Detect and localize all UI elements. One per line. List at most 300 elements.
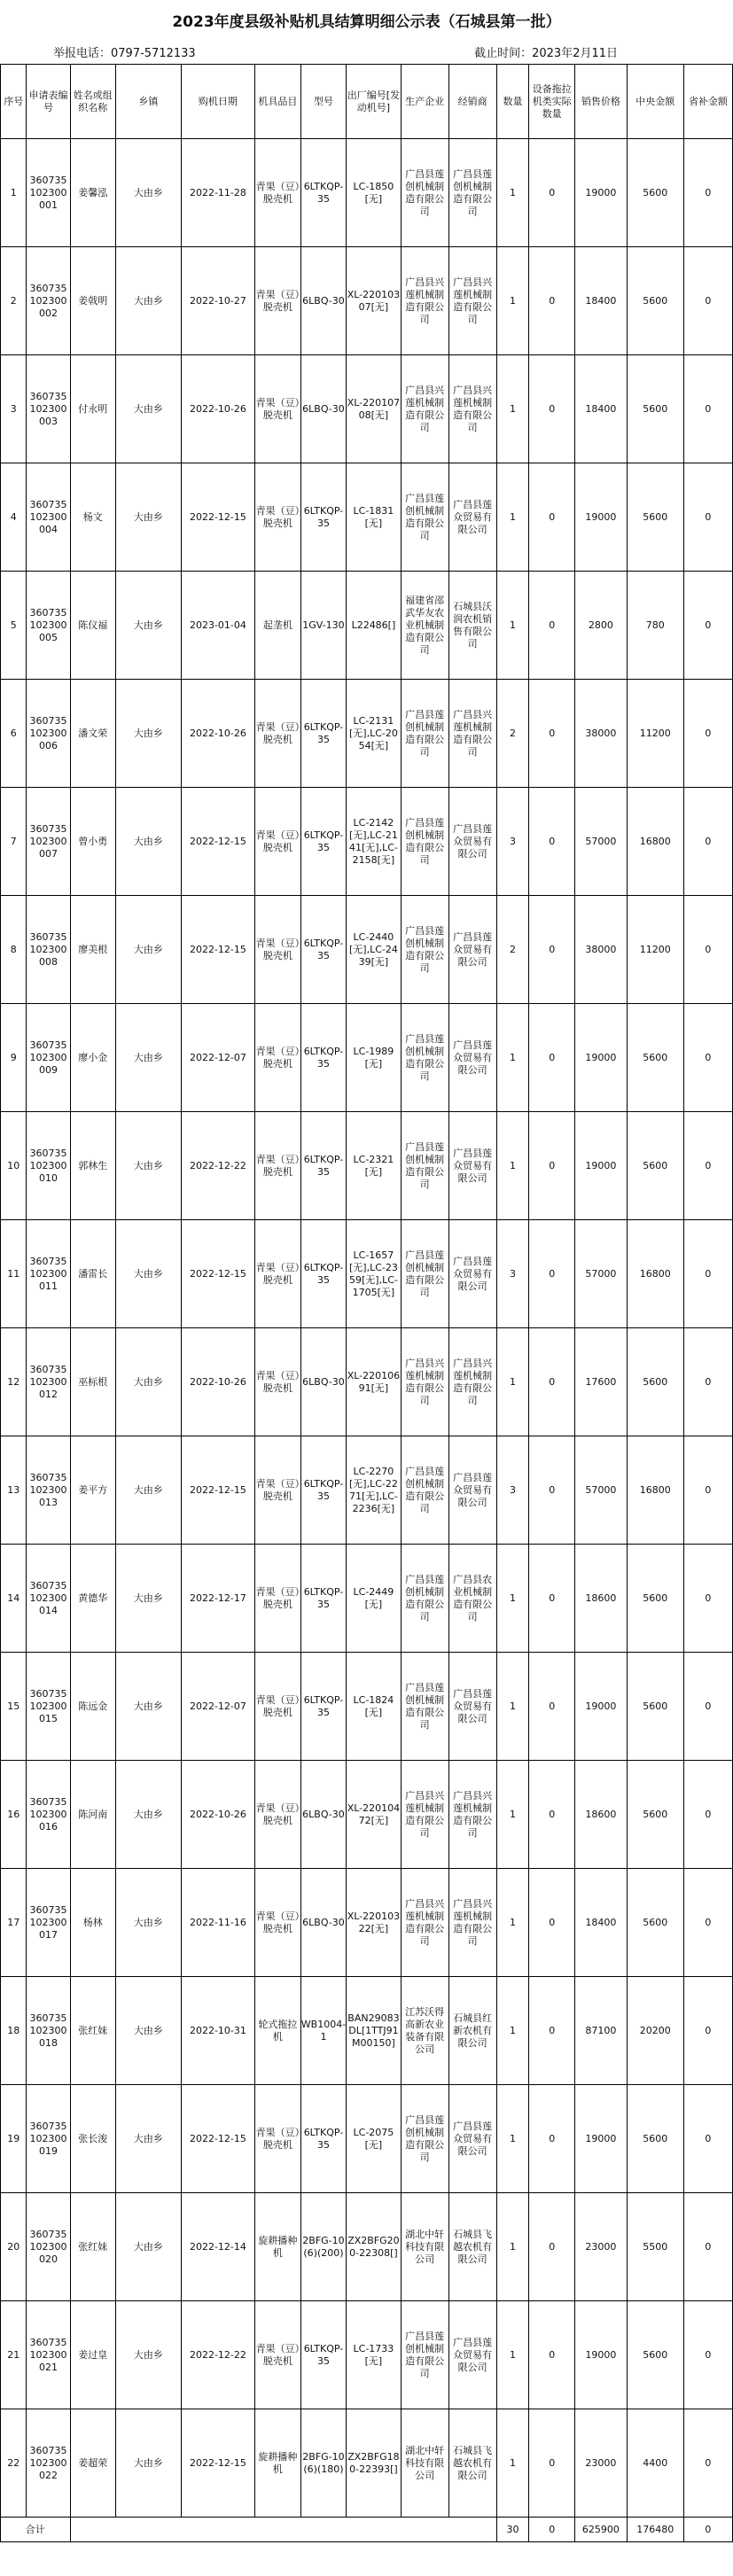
table-cell: 青果（豆）脱壳机 [255, 1761, 301, 1869]
table-cell: 360735102300021 [27, 2301, 70, 2409]
column-header: 数量 [496, 65, 529, 139]
table-cell: 18600 [574, 1761, 627, 1869]
table-cell: 0 [529, 2409, 575, 2518]
table-cell: 大由乡 [116, 1653, 182, 1761]
table-cell: 1 [496, 1761, 529, 1869]
table-row [1, 2301, 733, 2409]
table-cell: 湖北中轩科技有限公司 [401, 2193, 448, 2301]
column-header: 乡镇 [116, 65, 182, 139]
table-cell: 14 [1, 1545, 27, 1653]
table-cell: 0 [529, 572, 575, 680]
table-cell: 0 [683, 1436, 732, 1545]
table-cell: 2 [496, 896, 529, 1004]
table-cell: 0 [683, 1004, 732, 1112]
table-cell: 0 [683, 1545, 732, 1653]
table-cell: 0 [683, 1761, 732, 1869]
table-cell: 0 [529, 2193, 575, 2301]
table-cell: 360735102300022 [27, 2409, 70, 2518]
table-cell: 38000 [574, 680, 627, 788]
table-cell: 青果（豆）脱壳机 [255, 1653, 301, 1761]
column-header: 型号 [300, 65, 347, 139]
table-cell: 6LTKQP-35 [300, 2301, 347, 2409]
table-cell: 17600 [574, 1328, 627, 1436]
table-cell: 6LBQ-30 [300, 1328, 347, 1436]
table-cell: 广昌县莲创机械制造有限公司 [401, 139, 448, 247]
table-cell: 1 [496, 2193, 529, 2301]
table-cell: 0 [529, 355, 575, 463]
table-cell: 18 [1, 1977, 27, 2085]
table-cell: 杨文 [70, 463, 116, 572]
table-row [1, 1869, 733, 1977]
table-cell: 12 [1, 1328, 27, 1436]
table-cell: 0 [529, 1869, 575, 1977]
table-cell: 0 [683, 1220, 732, 1328]
table-cell: 青果（豆）脱壳机 [255, 247, 301, 355]
table-cell: 大由乡 [116, 1328, 182, 1436]
table-cell: 广昌县莲众贸易有限公司 [448, 1220, 496, 1328]
table-cell: 6LBQ-30 [300, 1869, 347, 1977]
table-cell: 0 [683, 355, 732, 463]
table-cell: 360735102300012 [27, 1328, 70, 1436]
table-cell: 1 [496, 1328, 529, 1436]
table-cell: 19 [1, 2085, 27, 2193]
subheader [0, 39, 733, 64]
table-cell: 360735102300020 [27, 2193, 70, 2301]
table-cell: 大由乡 [116, 463, 182, 572]
table-cell: 2022-12-22 [181, 1112, 254, 1220]
table-cell: 19000 [574, 2085, 627, 2193]
column-header: 姓名或组织名称 [70, 65, 116, 139]
table-cell: 青果（豆）脱壳机 [255, 1004, 301, 1112]
table-cell: 张红妹 [70, 1977, 116, 2085]
table-cell: 360735102300002 [27, 247, 70, 355]
table-cell: 22 [1, 2409, 27, 2518]
table-cell: 广昌县莲创机械制造有限公司 [448, 139, 496, 247]
table-cell: 广昌县兴莲机械制造有限公司 [448, 1761, 496, 1869]
table-cell: 广昌县莲众贸易有限公司 [448, 1653, 496, 1761]
table-cell: 青果（豆）脱壳机 [255, 680, 301, 788]
table-cell: 0 [683, 1977, 732, 2085]
table-cell: 0 [529, 2085, 575, 2193]
table-cell: 360735102300017 [27, 1869, 70, 1977]
table-row [1, 1220, 733, 1328]
table-cell: 360735102300010 [27, 1112, 70, 1220]
table-cell: 38000 [574, 896, 627, 1004]
table-cell: 江苏沃得高新农业装备有限公司 [401, 1977, 448, 2085]
table-cell: 石城县飞越农机有限公司 [448, 2193, 496, 2301]
table-cell: 姜戟明 [70, 247, 116, 355]
table-cell: 20 [1, 2193, 27, 2301]
column-header: 销售价格 [574, 65, 627, 139]
column-header: 序号 [1, 65, 27, 139]
table-cell: XL-22010691[无] [347, 1328, 401, 1436]
column-header: 申请表编号 [27, 65, 70, 139]
table-cell: 2022-12-15 [181, 463, 254, 572]
column-header: 设备拖拉机类实际数量 [529, 65, 575, 139]
table-cell: 57000 [574, 1436, 627, 1545]
table-cell: 大由乡 [116, 2301, 182, 2409]
table-cell: 大由乡 [116, 1545, 182, 1653]
hotline-text: 举报电话：0797-5712133 [53, 46, 196, 60]
table-cell: 5600 [627, 2085, 683, 2193]
table-row [1, 139, 733, 247]
table-cell: 广昌县兴莲机械制造有限公司 [401, 1328, 448, 1436]
table-cell: 广昌县莲创机械制造有限公司 [401, 1545, 448, 1653]
table-cell: 石城县沃润农机销售有限公司 [448, 572, 496, 680]
table-cell: 6LTKQP-35 [300, 1653, 347, 1761]
table-cell: 5600 [627, 1004, 683, 1112]
table-cell: XL-22010322[无] [347, 1869, 401, 1977]
table-cell: 6LBQ-30 [300, 1761, 347, 1869]
table-cell: 2 [496, 680, 529, 788]
table-cell: 大由乡 [116, 139, 182, 247]
table-cell: 5600 [627, 139, 683, 247]
table-cell: 2022-11-16 [181, 1869, 254, 1977]
table-cell: 19000 [574, 1004, 627, 1112]
table-cell: 6LTKQP-35 [300, 788, 347, 896]
table-cell: 青果（豆）脱壳机 [255, 1112, 301, 1220]
table-cell: 0 [683, 247, 732, 355]
table-cell: 1 [496, 1545, 529, 1653]
table-cell: 18600 [574, 1545, 627, 1653]
table-cell: 23000 [574, 2409, 627, 2518]
table-row [1, 1328, 733, 1436]
table-cell: 16800 [627, 788, 683, 896]
table-cell: 张红妹 [70, 2193, 116, 2301]
table-cell: 3 [1, 355, 27, 463]
table-cell: 6LTKQP-35 [300, 680, 347, 788]
table-row [1, 355, 733, 463]
table-cell: 0 [683, 788, 732, 896]
table-cell: 0 [683, 1328, 732, 1436]
table-cell: LC-1824[无] [347, 1653, 401, 1761]
table-cell: 2022-12-15 [181, 2409, 254, 2518]
table-cell: 青果（豆）脱壳机 [255, 1220, 301, 1328]
table-cell: 2022-10-26 [181, 355, 254, 463]
table-cell: 2022-12-15 [181, 1436, 254, 1545]
table-cell: 6LTKQP-35 [300, 2085, 347, 2193]
table-cell: 0 [683, 139, 732, 247]
column-header: 出厂编号[发动机号] [347, 65, 401, 139]
table-cell: LC-2131[无],LC-2054[无] [347, 680, 401, 788]
total-label: 合计 [1, 2518, 71, 2542]
table-cell: 87100 [574, 1977, 627, 2085]
table-cell: 广昌县农业机械制造有限公司 [448, 1545, 496, 1653]
table-cell: 轮式拖拉机 [255, 1977, 301, 2085]
table-cell: 360735102300009 [27, 1004, 70, 1112]
table-cell: 0 [683, 2409, 732, 2518]
table-cell: 广昌县兴莲机械制造有限公司 [448, 1869, 496, 1977]
table-cell: 1 [496, 355, 529, 463]
table-cell: 1GV-130 [300, 572, 347, 680]
table-cell: 0 [529, 1112, 575, 1220]
table-cell: 0 [529, 1977, 575, 2085]
table-cell: 广昌县莲众贸易有限公司 [448, 788, 496, 896]
table-cell: LC-1831[无] [347, 463, 401, 572]
table-cell: 1 [496, 572, 529, 680]
table-cell: 黄德华 [70, 1545, 116, 1653]
table-cell: 6LTKQP-35 [300, 1545, 347, 1653]
table-cell: 杨林 [70, 1869, 116, 1977]
table-cell: 广昌县莲创机械制造有限公司 [401, 1220, 448, 1328]
table-cell: 广昌县兴莲机械制造有限公司 [448, 355, 496, 463]
table-cell: 潘雷长 [70, 1220, 116, 1328]
table-cell: 5600 [627, 1328, 683, 1436]
table-cell: 6LTKQP-35 [300, 1220, 347, 1328]
table-cell: 2022-10-31 [181, 1977, 254, 2085]
table-cell: 5500 [627, 2193, 683, 2301]
table-cell: 16800 [627, 1220, 683, 1328]
table-cell: 1 [496, 463, 529, 572]
table-cell: 廖小金 [70, 1004, 116, 1112]
table-cell: 青果（豆）脱壳机 [255, 463, 301, 572]
table-cell: 1 [496, 1977, 529, 2085]
table-cell: 16 [1, 1761, 27, 1869]
table-cell: 2022-12-15 [181, 896, 254, 1004]
table-cell: 大由乡 [116, 2409, 182, 2518]
table-cell: 360735102300011 [27, 1220, 70, 1328]
table-cell: 11200 [627, 680, 683, 788]
table-cell: 青果（豆）脱壳机 [255, 788, 301, 896]
table-cell: 大由乡 [116, 1004, 182, 1112]
table-cell: 大由乡 [116, 1977, 182, 2085]
table-cell: 0 [529, 1653, 575, 1761]
table-body [1, 139, 733, 2542]
table-cell: 旋耕播种机 [255, 2193, 301, 2301]
table-cell: 17 [1, 1869, 27, 1977]
subsidy-table [0, 64, 733, 2542]
table-cell: 10 [1, 1112, 27, 1220]
table-cell: 18400 [574, 247, 627, 355]
table-cell: 0 [529, 2301, 575, 2409]
table-cell: LC-2075[无] [347, 2085, 401, 2193]
table-cell: 旋耕播种机 [255, 2409, 301, 2518]
table-cell: 2800 [574, 572, 627, 680]
table-cell: 广昌县莲创机械制造有限公司 [401, 1004, 448, 1112]
table-cell: 6LTKQP-35 [300, 463, 347, 572]
table-cell: 2022-12-15 [181, 788, 254, 896]
table-cell: 4400 [627, 2409, 683, 2518]
table-cell: 1 [496, 1653, 529, 1761]
table-cell: 大由乡 [116, 896, 182, 1004]
total-price: 625900 [574, 2518, 627, 2542]
table-cell: 5600 [627, 2301, 683, 2409]
table-row [1, 1977, 733, 2085]
table-cell: 9 [1, 1004, 27, 1112]
table-cell: 青果（豆）脱壳机 [255, 139, 301, 247]
table-cell: 2022-12-14 [181, 2193, 254, 2301]
table-cell: 2022-10-26 [181, 1761, 254, 1869]
table-cell: 1 [496, 2409, 529, 2518]
table-cell: 姜平方 [70, 1436, 116, 1545]
table-cell: 姜馨泓 [70, 139, 116, 247]
table-cell: 起垄机 [255, 572, 301, 680]
total-central: 176480 [627, 2518, 683, 2542]
table-cell: 0 [683, 1653, 732, 1761]
table-cell: 0 [683, 2301, 732, 2409]
table-cell: XL-22010708[无] [347, 355, 401, 463]
table-cell: 2022-12-07 [181, 1004, 254, 1112]
table-cell: 5600 [627, 1761, 683, 1869]
table-cell: 1 [496, 2301, 529, 2409]
table-cell: 0 [683, 680, 732, 788]
table-cell: 1 [1, 139, 27, 247]
table-cell: 5 [1, 572, 27, 680]
table-cell: 青果（豆）脱壳机 [255, 355, 301, 463]
table-cell: 广昌县莲创机械制造有限公司 [401, 1436, 448, 1545]
table-cell: 360735102300006 [27, 680, 70, 788]
table-cell: 广昌县兴莲机械制造有限公司 [448, 680, 496, 788]
table-cell: 57000 [574, 1220, 627, 1328]
table-cell: 6LTKQP-35 [300, 1004, 347, 1112]
table-cell: 1 [496, 1004, 529, 1112]
table-row [1, 1653, 733, 1761]
table-cell: 0 [683, 1869, 732, 1977]
column-header: 生产企业 [401, 65, 448, 139]
table-cell: BAN29083DL[1TTJ91M00150] [347, 1977, 401, 2085]
table-cell: 石城县红新农机有限公司 [448, 1977, 496, 2085]
table-cell: 广昌县莲创机械制造有限公司 [401, 788, 448, 896]
table-cell: 大由乡 [116, 2085, 182, 2193]
table-row [1, 2085, 733, 2193]
total-row [1, 2518, 733, 2542]
page-title: 2023年度县级补贴机具结算明细公示表（石城县第一批） [172, 12, 561, 31]
table-cell: 5600 [627, 247, 683, 355]
table-row [1, 572, 733, 680]
table-cell: LC-2321[无] [347, 1112, 401, 1220]
table-cell: 大由乡 [116, 2193, 182, 2301]
table-cell: 廖美根 [70, 896, 116, 1004]
table-cell: 7 [1, 788, 27, 896]
table-cell: ZX2BFG180-22393[] [347, 2409, 401, 2518]
table-header-row [1, 65, 733, 139]
table-cell: 2022-12-17 [181, 1545, 254, 1653]
deadline-text: 截止时间：2023年2月11日 [474, 46, 618, 60]
table-cell: 5600 [627, 355, 683, 463]
table-cell: 张长浚 [70, 2085, 116, 2193]
table-cell: 1 [496, 247, 529, 355]
table-cell: 2 [1, 247, 27, 355]
table-cell: 2022-10-26 [181, 680, 254, 788]
total-blank [70, 2518, 496, 2542]
table-cell: 青果（豆）脱壳机 [255, 2301, 301, 2409]
total-qty: 30 [496, 2518, 529, 2542]
table-cell: 广昌县兴莲机械制造有限公司 [401, 1761, 448, 1869]
table-cell: 2022-12-15 [181, 2085, 254, 2193]
table-cell: 57000 [574, 788, 627, 896]
table-cell: 福建省邵武华友农业机械制造有限公司 [401, 572, 448, 680]
table-cell: 广昌县莲众贸易有限公司 [448, 463, 496, 572]
table-cell: 陈仪福 [70, 572, 116, 680]
table-cell: 广昌县莲创机械制造有限公司 [401, 2301, 448, 2409]
table-cell: LC-1850[无] [347, 139, 401, 247]
table-cell: 广昌县莲创机械制造有限公司 [401, 680, 448, 788]
table-cell: 19000 [574, 1653, 627, 1761]
table-cell: 20200 [627, 1977, 683, 2085]
table-row [1, 1761, 733, 1869]
table-row [1, 1004, 733, 1112]
table-cell: 陈河南 [70, 1761, 116, 1869]
table-cell: 4 [1, 463, 27, 572]
table-cell: 姜超荣 [70, 2409, 116, 2518]
table-cell: ZX2BFG200-22308[] [347, 2193, 401, 2301]
table-cell: 16800 [627, 1436, 683, 1545]
table-cell: 11 [1, 1220, 27, 1328]
table-cell: 大由乡 [116, 1436, 182, 1545]
table-cell: 广昌县莲创机械制造有限公司 [401, 463, 448, 572]
table-cell: 11200 [627, 896, 683, 1004]
table-cell: 5600 [627, 1112, 683, 1220]
table-cell: 青果（豆）脱壳机 [255, 896, 301, 1004]
table-cell: 大由乡 [116, 247, 182, 355]
table-cell: 0 [529, 139, 575, 247]
table-cell: 18400 [574, 355, 627, 463]
table-cell: L22486[] [347, 572, 401, 680]
table-cell: 大由乡 [116, 1869, 182, 1977]
table-cell: 5600 [627, 1653, 683, 1761]
table-cell: 1 [496, 2085, 529, 2193]
table-cell: 2BFG-10(6)(200) [300, 2193, 347, 2301]
table-cell: 360735102300015 [27, 1653, 70, 1761]
table-cell: 大由乡 [116, 1761, 182, 1869]
table-row [1, 247, 733, 355]
column-header: 购机日期 [181, 65, 254, 139]
table-row [1, 1112, 733, 1220]
table-cell: 广昌县莲众贸易有限公司 [448, 896, 496, 1004]
table-cell: 湖北中轩科技有限公司 [401, 2409, 448, 2518]
table-cell: 巫标根 [70, 1328, 116, 1436]
table-cell: 360735102300013 [27, 1436, 70, 1545]
table-cell: 1 [496, 1112, 529, 1220]
table-cell: 0 [529, 680, 575, 788]
table-cell: 0 [683, 896, 732, 1004]
table-row [1, 1436, 733, 1545]
table-cell: 5600 [627, 1869, 683, 1977]
table-cell: LC-1989[无] [347, 1004, 401, 1112]
table-row [1, 1545, 733, 1653]
table-cell: 13 [1, 1436, 27, 1545]
table-cell: LC-1733[无] [347, 2301, 401, 2409]
table-cell: 0 [683, 2085, 732, 2193]
table-cell: 广昌县莲创机械制造有限公司 [401, 896, 448, 1004]
table-cell: 2022-11-28 [181, 139, 254, 247]
table-cell: 广昌县莲创机械制造有限公司 [401, 1653, 448, 1761]
table-cell: 19000 [574, 2301, 627, 2409]
table-cell: 0 [529, 1761, 575, 1869]
column-header: 省补金额 [683, 65, 732, 139]
table-cell: 广昌县莲创机械制造有限公司 [401, 2085, 448, 2193]
table-cell: 360735102300014 [27, 1545, 70, 1653]
table-cell: 15 [1, 1653, 27, 1761]
table-cell: 3 [496, 788, 529, 896]
table-cell: LC-2142[无],LC-2141[无],LC-2158[无] [347, 788, 401, 896]
table-cell: 1 [496, 1869, 529, 1977]
table-cell: 广昌县莲众贸易有限公司 [448, 2085, 496, 2193]
table-cell: 0 [529, 1220, 575, 1328]
table-cell: 青果（豆）脱壳机 [255, 2085, 301, 2193]
table-cell: 23000 [574, 2193, 627, 2301]
table-cell: 郭林生 [70, 1112, 116, 1220]
table-cell: 360735102300016 [27, 1761, 70, 1869]
column-header: 机具品目 [255, 65, 301, 139]
table-cell: 青果（豆）脱壳机 [255, 1869, 301, 1977]
table-cell: 360735102300003 [27, 355, 70, 463]
table-cell: 6LTKQP-35 [300, 896, 347, 1004]
table-cell: 0 [529, 463, 575, 572]
table-cell: 0 [683, 572, 732, 680]
table-cell: LC-2440[无],LC-2439[无] [347, 896, 401, 1004]
table-cell: 360735102300018 [27, 1977, 70, 2085]
